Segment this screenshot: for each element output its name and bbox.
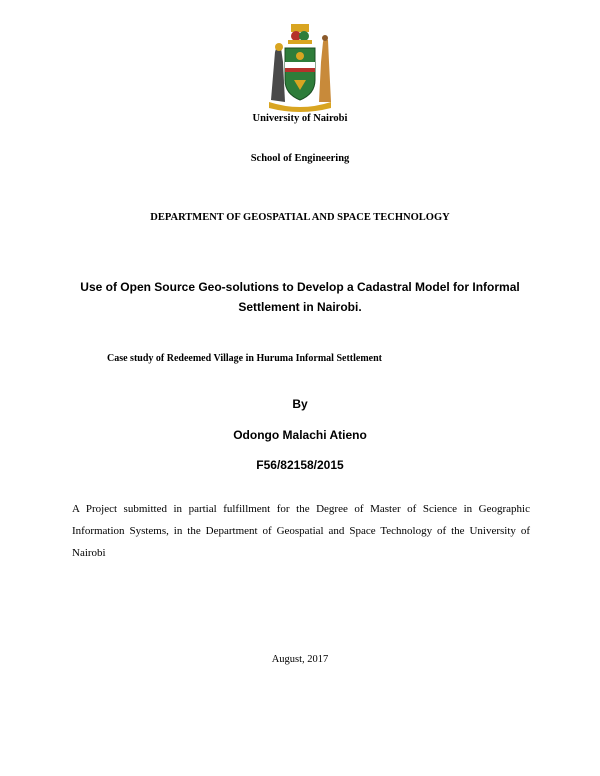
submission-date: August, 2017	[271, 654, 329, 665]
author-name: Odongo Malachi Atieno	[233, 428, 367, 442]
school-name: School of Engineering	[250, 153, 350, 164]
case-study-subtitle: Case study of Redeemed Village in Huruma Informal Settlement	[107, 353, 382, 364]
thesis-title: Use of Open Source Geo-solutions to Develop a Cadastral Model for Informal Settlement in Nairobi.	[80, 280, 520, 314]
submission-statement: A Project submitted in partial fulfillment for the Degree of Master of Science in Geographic Information Systems, in the Department of Geospatial and Space Technology of the University of Nairobi	[72, 503, 530, 559]
registration-number: F56/82158/2015	[256, 458, 344, 472]
university-crest-icon	[261, 22, 339, 114]
department-name: DEPARTMENT OF GEOSPATIAL AND SPACE TECHNOLOGY	[150, 212, 450, 223]
institution-name: University of Nairobi	[252, 113, 348, 124]
by-label: By	[292, 397, 308, 411]
